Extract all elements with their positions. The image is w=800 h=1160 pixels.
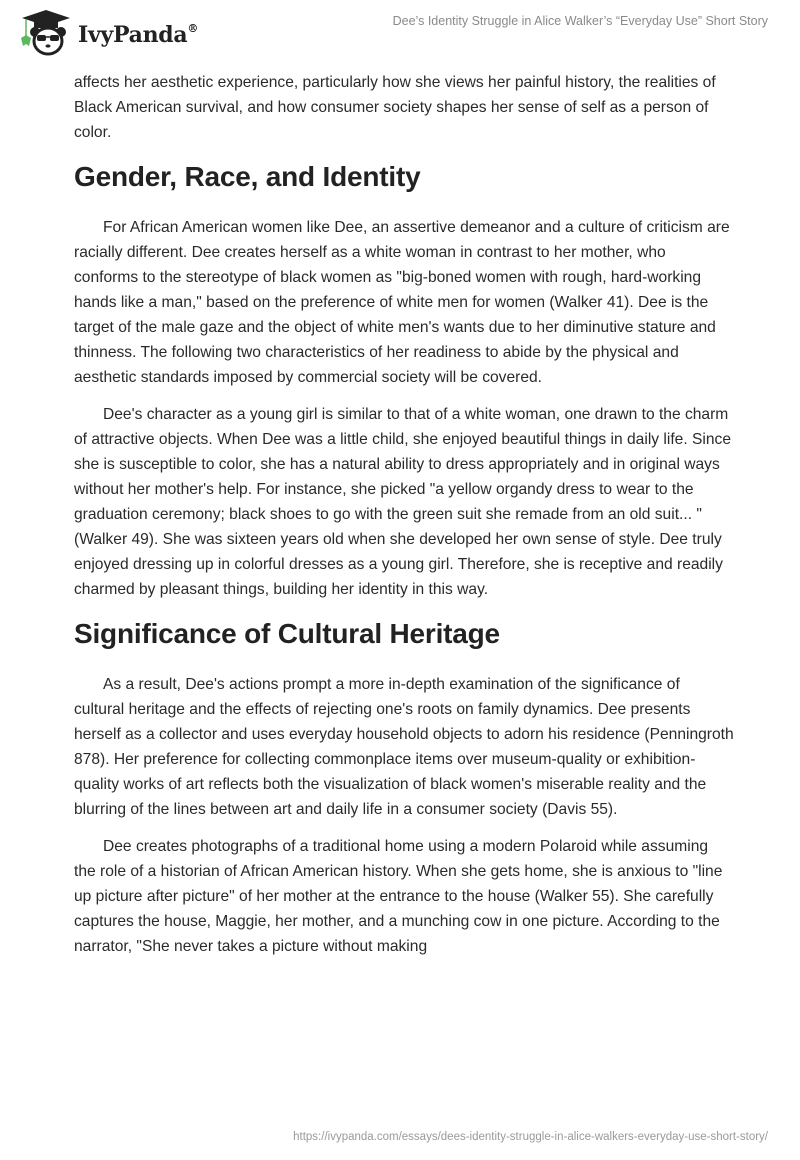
ivypanda-logo[interactable]: [16, 8, 198, 56]
paragraph: Dee creates photographs of a traditional home using a modern Polaroid while assuming the role of a historian of African American history. When she gets home, she is anxious to "line up picture after picture" of her mother at the entrance to the house (Walker 55). She carefully captures the house, Maggie, her mother, and a munching cow in one picture. According to the narrator, "She never takes a picture without making: [74, 838, 723, 955]
paragraph: Dee's character as a young girl is similar to that of a white woman, one drawn to the charm of attractive objects. When Dee was a little child, she enjoyed beautiful things in daily life. Since she is susceptible to color, she has a natural ability to dress appropriately and in original ways without her mother's help. For instance, she picked "a yellow organdy dress to wear to the graduation ceremony; black shoes to go with the green suit she remade from an old suit... " (Walker 49). She was sixteen years old when she developed her own sense of style. Dee truly enjoyed dressing up in colorful dresses as a young girl. Therefore, she is receptive and readily charmed by pleasant things, building her identity in this way.: [74, 406, 732, 598]
intro-paragraph: affects her aesthetic experience, particularly how she views her painful history, the realities of Black American survival, and how consumer society shapes her sense of self as a person of color.: [74, 74, 716, 141]
document-title: Dee’s Identity Struggle in Alice Walker’s “Everyday Use” Short Story: [392, 14, 768, 28]
section-heading-gender-race-identity: Gender, Race, and Identity: [74, 161, 421, 192]
paragraph: For African American women like Dee, an assertive demeanor and a culture of criticism are racially different. Dee creates herself as a white woman in contrast to her mother, who conforms to the stereotype of black women as "big-boned women with rough, hard-working hands like a man," based on the preference of white men for women (Walker 41). Dee is the target of the male gaze and the object of white men's wants due to her diminutive stature and thinness. The following two characteristics of her readiness to abide by the physical and aesthetic standards imposed by commercial society will be covered.: [74, 219, 730, 386]
paragraph: As a result, Dee's actions prompt a more in-depth examination of the significance of cultural heritage and the effects of rejecting one's roots on family dynamics. Dee presents herself as a collector and uses everyday household objects to adorn his residence (Penningroth 878). Her preference for collecting commonplace items over museum-quality or exhibition-quality works of art reflects both the visualization of black women's miserable reality and the blurring of the lines between art and daily life in a consumer society (Davis 55).: [74, 676, 734, 818]
panda-graduate-icon: [16, 8, 76, 56]
section-heading-cultural-heritage: Significance of Cultural Heritage: [74, 618, 500, 649]
source-url-link[interactable]: https://ivypanda.com/essays/dees-identity-struggle-in-alice-walkers-everyday-use-short-story/: [293, 1131, 768, 1143]
article-body: [74, 70, 734, 971]
brand-name: IvyPanda®: [78, 21, 199, 48]
page-header: [0, 0, 800, 60]
